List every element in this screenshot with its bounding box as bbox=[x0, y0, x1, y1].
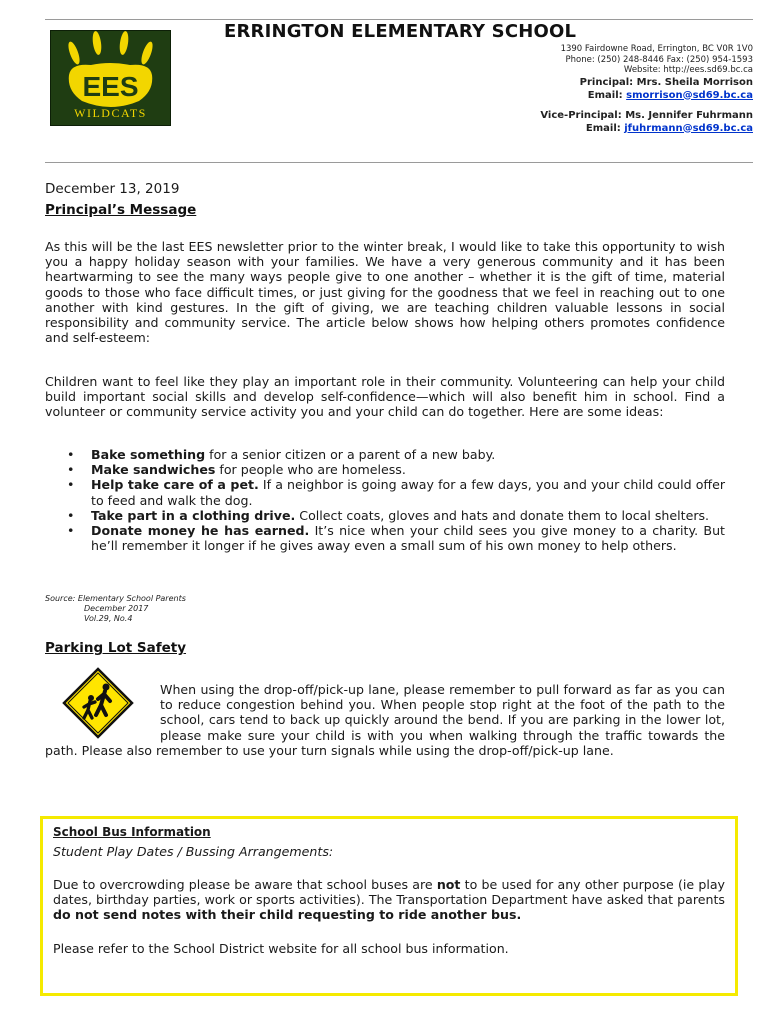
principal-message-heading: Principal’s Message bbox=[45, 202, 197, 218]
contact-block bbox=[540, 44, 753, 135]
principal-message-paragraph-2: Children want to feel like they play an important role in their community. Volunteering can help your child build important social skills and develop self-confidence—which will also benefit him in school. Find a volunteer or community service activity you and your child can do together. Here are some ideas: bbox=[45, 374, 725, 420]
list-item: • Donate money he has earned. It’s nice when your child sees you give money to a charity. But he’ll remember it longer if he gives away even a small sum of his own money to help others. bbox=[67, 523, 725, 554]
header-bottom-rule bbox=[45, 162, 753, 163]
list-item: • Take part in a clothing drive. Collect coats, gloves and hats and donate them to local shelters. bbox=[67, 507, 710, 523]
principal-email-line bbox=[540, 89, 753, 102]
principal-email-link[interactable]: smorrison@sd69.bc.ca bbox=[626, 89, 753, 101]
bullet-icon: • bbox=[67, 462, 75, 478]
list-item: • Help take care of a pet. If a neighbor is going away for a few days, you and your child could offer to feed and walk the dog. bbox=[67, 477, 726, 508]
bullet-icon: • bbox=[67, 477, 75, 493]
list-item: • Bake something for a senior citizen or a parent of a new baby. bbox=[67, 447, 496, 462]
school-name: ERRINGTON ELEMENTARY SCHOOL bbox=[224, 21, 577, 42]
principal-name: Principal: Mrs. Sheila Morrison bbox=[579, 76, 753, 88]
bullet-icon: • bbox=[67, 507, 75, 523]
school-address: 1390 Fairdowne Road, Errington, BC V0R 1V0 bbox=[560, 44, 753, 54]
vice-email-label: Email: bbox=[585, 122, 621, 134]
ideas-list bbox=[45, 447, 725, 553]
bus-info-paragraph-1: Due to overcrowding please be aware that school buses are not to be used for any other purpose (ie play dates, birthday parties, work or sports activities). The Transportation Department have asked that parents do not send notes with their child requesting to ride another bus. bbox=[53, 877, 725, 923]
bus-info-paragraph-2: Please refer to the School District website for all school bus information. bbox=[53, 940, 509, 956]
header-top-rule bbox=[45, 19, 753, 20]
bullet-icon: • bbox=[67, 447, 75, 462]
principal-email-label: Email: bbox=[587, 89, 623, 101]
vice-email-line bbox=[540, 122, 753, 135]
bullet-icon: • bbox=[67, 523, 75, 539]
paw-print-icon bbox=[51, 31, 170, 125]
principal-message-paragraph-1: As this will be the last EES newsletter prior to the winter break, I would like to take this opportunity to wish you a happy holiday season with your families. We have a very generous community and it has been heartwarming to see the many ways people give to one another – whether it is the gift of time, material goods to those who face difficult times, or just giving for the goodness that we feel in reaching out to one another with kind gestures. In the gift of giving, we are teaching children valuable lessons in social responsibility and community service. The article below shows how helping others promotes confidence and self-esteem: bbox=[45, 239, 725, 346]
parking-heading: Parking Lot Safety bbox=[45, 640, 187, 656]
article-source: Source: Elementary School Parents December 2017 Vol.29, No.4 bbox=[45, 594, 186, 623]
bus-info-box bbox=[40, 816, 738, 996]
website: Website: http://ees.sd69.bc.ca bbox=[623, 65, 753, 75]
bus-info-subtitle: Student Play Dates / Bussing Arrangements: bbox=[53, 844, 334, 859]
phone-fax: Phone: (250) 248-8446 Fax: (250) 954-1593 bbox=[565, 54, 753, 65]
bus-info-title: School Bus Information bbox=[53, 825, 211, 839]
logo-initials: EES bbox=[82, 71, 139, 102]
vice-principal-name: Vice-Principal: Ms. Jennifer Fuhrmann bbox=[540, 109, 753, 121]
parking-paragraph: When using the drop-off/pick-up lane, please remember to pull forward as far as you can to reduce congestion behind you. When people stop right at the foot of the path to the school, cars tend to back up quickly around the bend. If you are parking in the lower lot, please make sure your child is with you when walking through the traffic towards the path. Please also remember to use your turn signals while using the drop-off/pick-up lane. bbox=[45, 682, 725, 758]
newsletter-date: December 13, 2019 bbox=[45, 181, 180, 197]
school-logo bbox=[50, 30, 171, 126]
vice-email-link[interactable]: jfuhrmann@sd69.bc.ca bbox=[624, 122, 753, 134]
logo-wordmark: WILDCATS bbox=[74, 106, 147, 120]
list-item: • Make sandwiches for people who are homeless. bbox=[67, 462, 406, 478]
